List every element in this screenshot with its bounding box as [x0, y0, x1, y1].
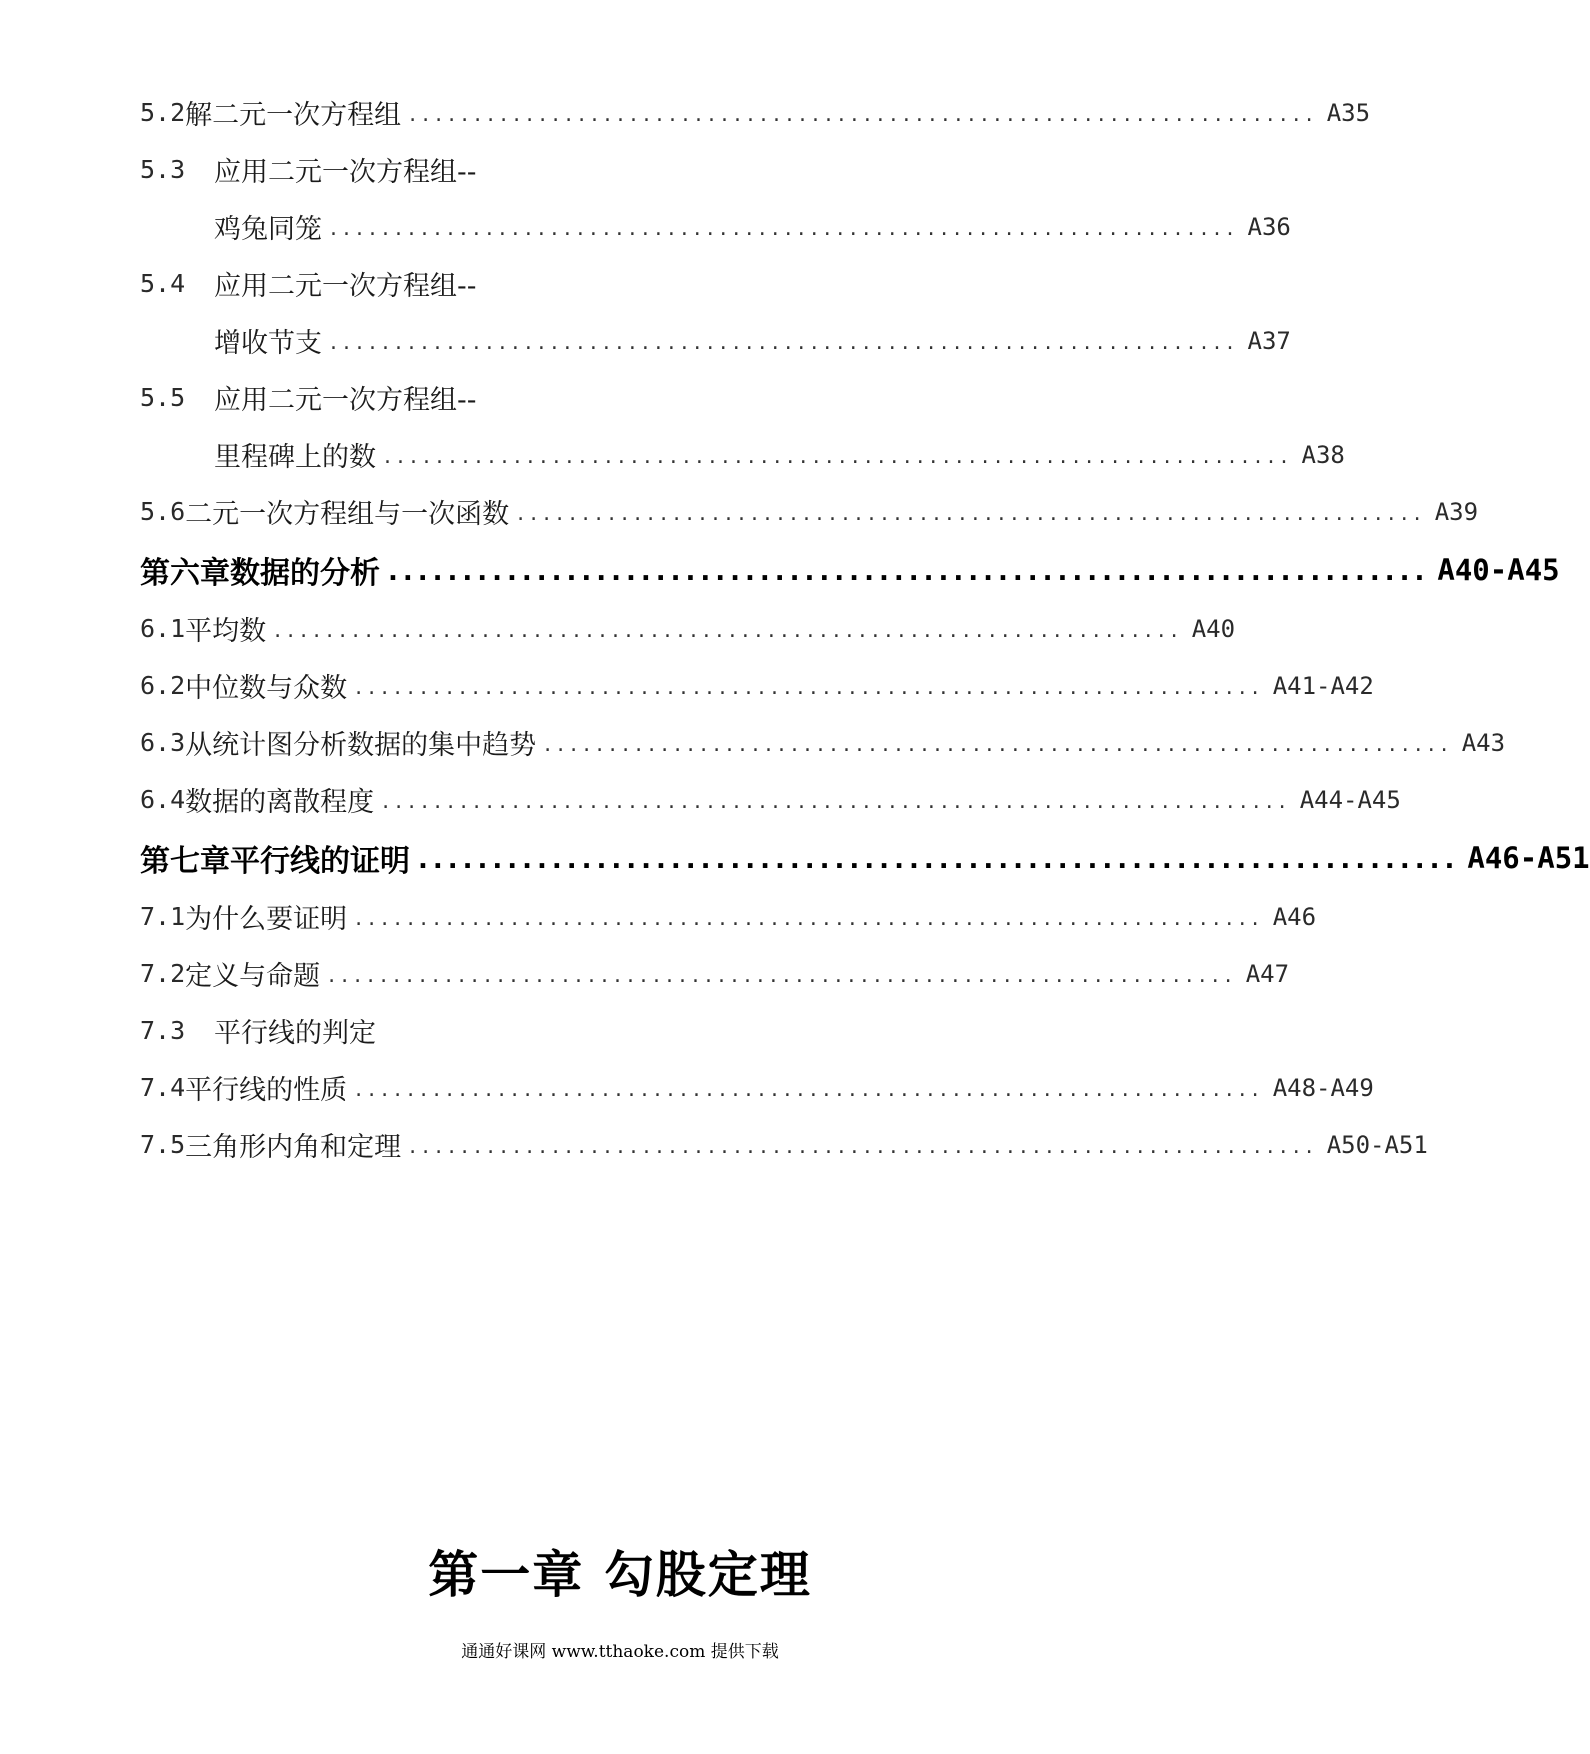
section-title: 平行线的判定	[214, 1018, 376, 1049]
toc-row[interactable]	[140, 1059, 1374, 1116]
section-title: 定义与命题	[185, 961, 321, 992]
toc-row[interactable]	[140, 141, 1060, 198]
leader-dots: ......................................................................	[355, 675, 1265, 700]
section-number: 7.5	[140, 1130, 186, 1159]
toc-row[interactable]	[140, 1116, 1428, 1173]
section-number: 6.4	[140, 785, 186, 814]
page-ref: A39	[1434, 497, 1479, 526]
page-ref: A37	[1247, 326, 1291, 355]
section-number: 5.3	[140, 155, 186, 184]
page-ref: A40	[1191, 614, 1236, 643]
leader-dots: ......................................................................	[330, 216, 1240, 241]
page-ref: A50-A51	[1326, 1130, 1428, 1159]
chapter-label: 第七章	[140, 844, 230, 879]
section-number: 7.2	[140, 959, 186, 988]
leader-dots: ......................................................................	[355, 1077, 1265, 1102]
toc-row[interactable]	[140, 771, 1401, 828]
leader-dots: ......................................................................	[388, 557, 1430, 587]
section-number: 6.2	[140, 671, 186, 700]
toc-row[interactable]	[140, 714, 1506, 771]
section-title: 里程碑上的数	[214, 442, 376, 473]
leader-dots: ......................................................................	[544, 732, 1454, 757]
page-ref: A47	[1245, 959, 1290, 988]
section-number: 7.4	[140, 1073, 186, 1102]
section-number: 7.1	[140, 902, 186, 931]
toc-row[interactable]	[140, 426, 1345, 483]
page-ref: A40-A45	[1437, 553, 1560, 587]
page-ref: A41-A42	[1272, 671, 1374, 700]
toc-row[interactable]	[140, 600, 1236, 657]
section-title: 数据的离散程度	[185, 787, 375, 818]
leader-dots: ......................................................................	[328, 963, 1238, 988]
page-ref: A46-A51	[1467, 841, 1590, 875]
section-title: 平均数	[185, 616, 267, 647]
leader-dots: ......................................................................	[418, 845, 1460, 875]
section-title: 应用二元一次方程组--	[214, 271, 477, 302]
page-ref: A48-A49	[1272, 1073, 1374, 1102]
toc-row[interactable]	[140, 1002, 1060, 1059]
toc-row[interactable]	[140, 312, 1291, 369]
toc-row[interactable]	[140, 198, 1291, 255]
footer-source-line: 通通好课网 www.tthaoke.com 提供下载	[461, 1642, 779, 1662]
section-title: 从统计图分析数据的集中趋势	[185, 730, 537, 761]
toc-chapter-row[interactable]	[140, 540, 1560, 600]
section-number: 7.3	[140, 1016, 186, 1045]
section-title: 增收节支	[214, 328, 322, 359]
section-number: 6.3	[140, 728, 186, 757]
toc-chapter-row[interactable]	[140, 828, 1590, 888]
section-title: 应用二元一次方程组--	[214, 157, 477, 188]
page-ref: A46	[1272, 902, 1317, 931]
leader-dots: ......................................................................	[517, 501, 1427, 526]
table-of-contents	[140, 84, 1590, 1173]
section-number: 6.1	[140, 614, 186, 643]
section-number: 5.2	[140, 98, 186, 127]
section-number: 5.6	[140, 497, 186, 526]
leader-dots: ......................................................................	[355, 906, 1265, 931]
page-ref: A44-A45	[1299, 785, 1401, 814]
toc-row[interactable]	[140, 369, 1060, 426]
leader-dots: ......................................................................	[409, 1134, 1319, 1159]
page-ref: A35	[1326, 98, 1371, 127]
page-ref: A38	[1301, 440, 1345, 469]
toc-row[interactable]	[140, 888, 1317, 945]
section-number: 5.4	[140, 269, 186, 298]
section-title: 二元一次方程组与一次函数	[185, 499, 510, 530]
toc-row[interactable]	[140, 84, 1371, 141]
toc-row[interactable]	[140, 945, 1290, 1002]
leader-dots: ......................................................................	[274, 618, 1184, 643]
leader-dots: ......................................................................	[330, 330, 1240, 355]
page-ref: A36	[1247, 212, 1291, 241]
toc-row[interactable]	[140, 255, 1060, 312]
section-title: 平行线的性质	[185, 1075, 348, 1106]
toc-row[interactable]	[140, 483, 1479, 540]
section-title: 应用二元一次方程组--	[214, 385, 477, 416]
section-number: 5.5	[140, 383, 186, 412]
toc-row[interactable]	[140, 657, 1374, 714]
chapter-title: 数据的分析	[230, 556, 380, 591]
section-title: 解二元一次方程组	[185, 100, 402, 131]
page-ref: A43	[1461, 728, 1506, 757]
section-title: 鸡兔同笼	[214, 214, 322, 245]
section-title: 为什么要证明	[185, 904, 348, 935]
section-title: 三角形内角和定理	[185, 1132, 402, 1163]
chapter-label: 第六章	[140, 556, 230, 591]
leader-dots: ......................................................................	[384, 444, 1294, 469]
leader-dots: ......................................................................	[382, 789, 1292, 814]
leader-dots: ......................................................................	[409, 102, 1319, 127]
chapter-title: 平行线的证明	[230, 844, 410, 879]
section-title: 中位数与众数	[185, 673, 348, 704]
chapter-heading: 第一章 勾股定理	[428, 1545, 812, 1604]
